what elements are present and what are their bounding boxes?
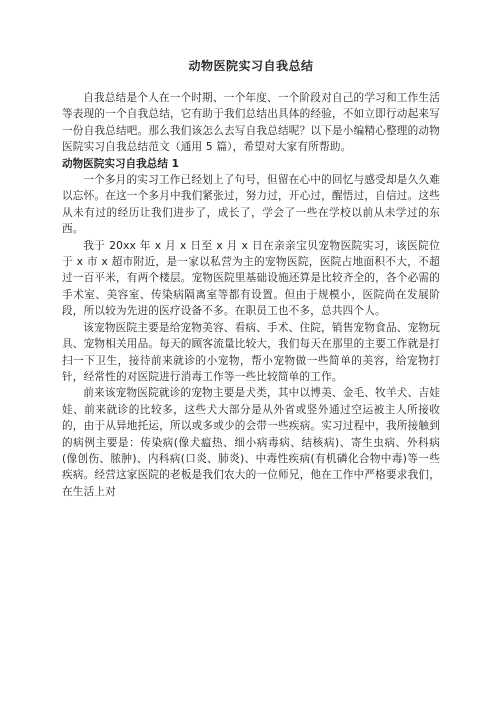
body-paragraph-3: 该宠物医院主要是给宠物美容、看病、手术、住院，销售宠物食品、宠物玩具、宠物相关用品。每天的顾客流量比较大，我们每天在那里的主要工作就是打扫一下卫生，接待前来就诊的小宠物，帮小宠物做一些简单的美容，给宠物打针，经常性的对医院进行消毒工作等一些比较简单的工作。 [62,321,440,383]
section-heading: 动物医院实习自我总结 1 [62,157,179,170]
body-paragraph-2: 我于 20xx 年 x 月 x 日至 x 月 x 日在亲亲宝贝宠物医院实习，该医院位于 x 市 x 超市附近，是一家以私营为主的宠物医院，医院占地面积不大，不超过一百平米，有两个楼层。宠物医院里基础设施还算是比较齐全的，各个必需的手术室、美容室、传染病隔离室等都有设置。但由于规模小，医院尚在发展阶段，所以较为先进的医疗设备不多。在职员工也不多，总共四个人。 [62,239,440,318]
intro-paragraph: 自我总结是个人在一个时期、一个年度、一个阶段对自己的学习和工作生活等表现的一个自我总结，它有助于我们总结出具体的经验，不如立即行动起来写一份自我总结吧。那么我们该怎么去写自我总结呢？以下是小编精心整理的动物医院实习自我总结范文（通用 5 篇），希望对大家有所帮助。 [62,92,440,154]
body-paragraph-4: 前来该宠物医院就诊的宠物主要是犬类，其中以博美、金毛、牧羊犬、吉娃娃、前来就诊的比较多，这些犬大部分是从外省或竖外通过空运被主人所接收的，由于从异地托运，所以或多或少的会带一些疾病。实习过程中，我所接触到的病例主要是：传染病(像犬瘟热、细小病毒病、结核病)、寄生虫病、外科病(像创伤、脓肿)、内科病(口炎、肺炎)、中毒性疾病(有机磷化合物中毒)等一些疾病。经营这家医院的老板是我们农大的一位师兄，他在工作中严格要求我们，在生活上对 [62,387,440,498]
document-title: 动物医院实习自我总结 [188,59,314,73]
body-paragraph-1: 一个多月的实习工作已经划上了句号，但留在心中的回忆与感受却是久久难以忘怀。在这一个多月中我们紧张过，努力过，开心过，醒悟过，自信过。这些从未有过的经历让我们进步了，成长了，学会了一些在学校以前从未学过的东西。 [62,174,440,236]
